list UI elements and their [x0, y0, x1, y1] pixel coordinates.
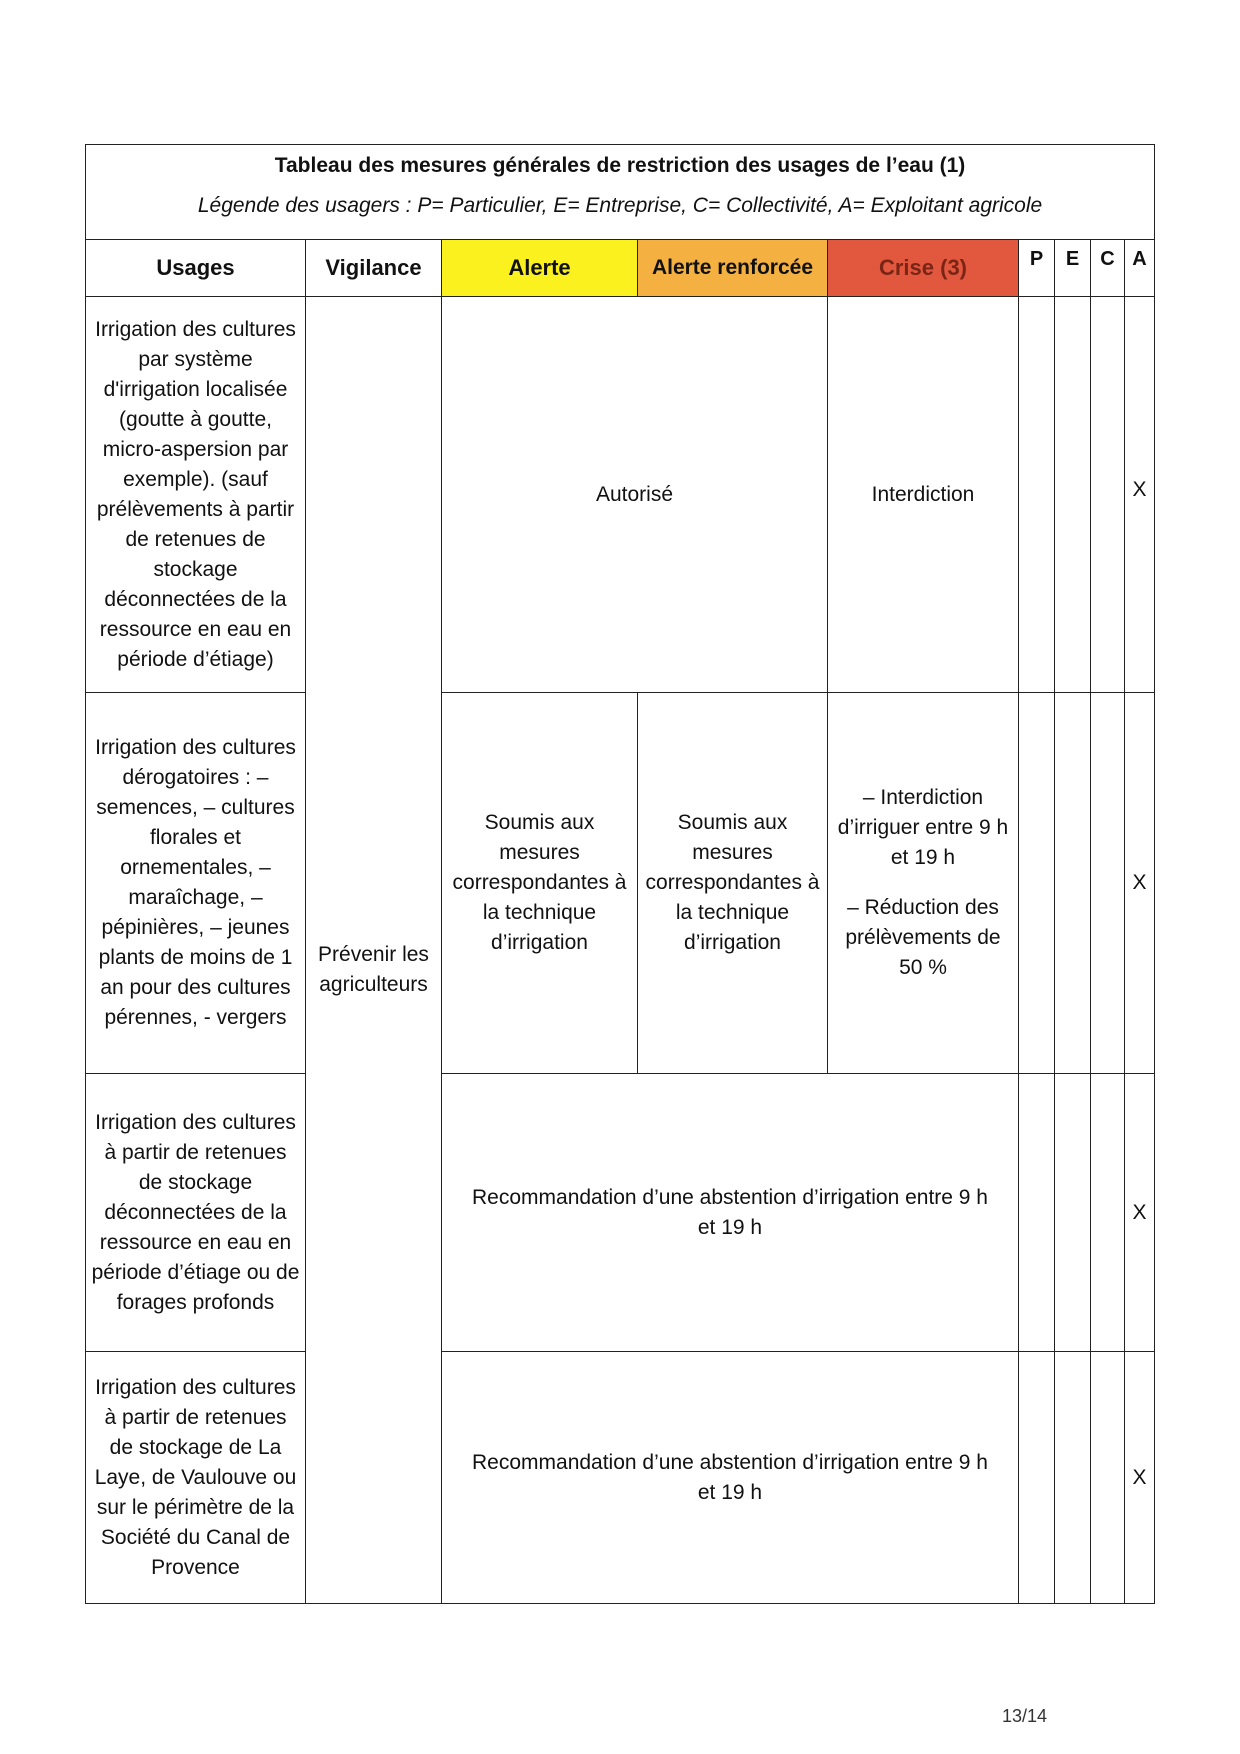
crise-cell: Interdiction: [828, 297, 1019, 693]
alerte-cell: Soumis aux mesures correspondantes à la technique d’irrigation: [442, 693, 638, 1074]
autorise-cell: Autorisé: [442, 297, 828, 693]
table-title-row: [86, 145, 1155, 240]
c-cell: [1091, 1074, 1125, 1352]
page-number: 13/14: [1002, 1706, 1048, 1726]
e-cell: [1055, 1074, 1091, 1352]
crise-cell: [828, 693, 1019, 1074]
measure-cell: Recommandation d’une abstention d’irrigation entre 9 h et 19 h: [442, 1074, 1019, 1352]
table-legend: Légende des usagers : P= Particulier, E= Entreprise, C= Collectivité, A= Exploitant agricole: [197, 194, 1043, 217]
a-mark: X: [1125, 1352, 1155, 1604]
header-c: C: [1091, 240, 1125, 297]
header-e: E: [1055, 240, 1091, 297]
e-cell: [1055, 1352, 1091, 1604]
header-alerte: Alerte: [442, 240, 638, 297]
e-cell: [1055, 297, 1091, 693]
p-cell: [1019, 1074, 1055, 1352]
alerte-renforcee-cell: Soumis aux mesures correspondantes à la technique d’irrigation: [638, 693, 828, 1074]
usage-cell: Irrigation des cultures à partir de retenues de stockage de La Laye, de Vaulouve ou sur le périmètre de la Société du Canal de Provence: [86, 1352, 306, 1604]
table-row: [86, 297, 1155, 693]
header-alerte-renforcee: Alerte renforcée: [638, 240, 828, 297]
header-usages: Usages: [86, 240, 306, 297]
header-p: P: [1019, 240, 1055, 297]
c-cell: [1091, 1352, 1125, 1604]
usage-cell: Irrigation des cultures dérogatoires : – semences, – cultures florales et ornementales, – maraîchage, – pépinières, – jeunes plants de moins de 1 an pour des cultures pérennes, - vergers: [86, 693, 306, 1074]
c-cell: [1091, 693, 1125, 1074]
p-cell: [1019, 1352, 1055, 1604]
p-cell: [1019, 693, 1055, 1074]
usage-cell: Irrigation des cultures à partir de retenues de stockage déconnectées de la ressource en eau en période d’étiage ou de forages profonds: [86, 1074, 306, 1352]
vigilance-text: Prévenir les agriculteurs: [318, 943, 429, 996]
a-mark: X: [1125, 1074, 1155, 1352]
measure-cell: Recommandation d’une abstention d’irrigation entre 9 h et 19 h: [442, 1352, 1019, 1604]
table-row: [86, 1352, 1155, 1604]
header-a: A: [1125, 240, 1155, 297]
e-cell: [1055, 693, 1091, 1074]
c-cell: [1091, 297, 1125, 693]
restrictions-table: [85, 144, 1155, 1604]
header-crise: Crise (3): [828, 240, 1019, 297]
usage-cell: Irrigation des cultures par système d'irrigation localisée (goutte à goutte, micro-aspersion par exemple). (sauf prélèvements à partir de retenues de stockage déconnectées de la ressource en eau en période d’étiage): [86, 297, 306, 693]
crise-line-2: – Réduction des prélèvements de 50 %: [845, 896, 1001, 979]
a-mark: X: [1125, 297, 1155, 693]
crise-line-1: – Interdiction d’irriguer entre 9 h et 19 h: [837, 786, 1009, 869]
vigilance-cell: [306, 297, 442, 1604]
table-title-cell: [86, 145, 1155, 240]
header-vigilance: Vigilance: [306, 240, 442, 297]
a-mark: X: [1125, 693, 1155, 1074]
table-row: [86, 1074, 1155, 1352]
table-header-row: [86, 240, 1155, 297]
table-row: [86, 693, 1155, 1074]
p-cell: [1019, 297, 1055, 693]
table-title: Tableau des mesures générales de restriction des usages de l’eau (1): [274, 154, 966, 177]
